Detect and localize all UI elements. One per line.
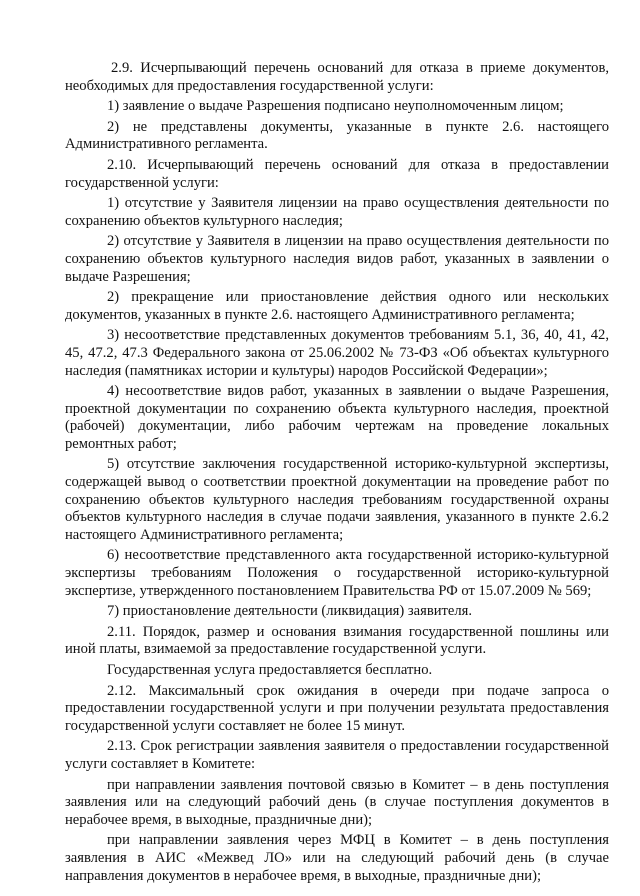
list-item: 1) заявление о выдаче Разрешения подписано неуполномоченным лицом; (107, 98, 564, 115)
paragraph-2-9: 2.9. Исчерпывающий перечень оснований для отказа в приеме документов, необходимых для предоставления государственной услуги: (65, 60, 609, 94)
list-item: 3) несоответствие представленных документов требованиям 5.1, 36, 40, 41, 42, 45, 47.2, 47.3 Федерального закона от 25.06.2002 № 73-ФЗ «Об объектах культурного наследия (памятниках истории и культуры) народов Российской Федерации»; (65, 327, 609, 379)
list-item: 2) прекращение или приостановление действия одного или нескольких документов, указанных в пункте 2.6. настоящего Административного регламента; (65, 289, 609, 323)
list-item: 6) несоответствие представленного акта государственной историко-культурной экспертизы требованиям Положения о государственной историко-культурной экспертизе, утвержденного постановлением Правительства РФ от 15.07.2009 № 569; (65, 547, 609, 599)
paragraph-2-12: 2.12. Максимальный срок ожидания в очереди при подаче запроса о предоставлении государственной услуги и при получении результата предоставления государственной услуги составляет не более 15 минут. (65, 682, 609, 734)
list-item: 2) отсутствие у Заявителя в лицензии на право осуществления деятельности по сохранению объектов культурного наследия видов работ, указанных в заявлении о выдаче Разрешения; (65, 233, 609, 285)
list-item: 7) приостановление деятельности (ликвидация) заявителя. (107, 603, 473, 620)
paragraph-2-13: 2.13. Срок регистрации заявления заявителя о предоставлении государственной услуги составляет в Комитете: (65, 738, 609, 772)
list-item: 5) отсутствие заключения государственной историко-культурной экспертизы, содержащей вывод о соответствии проектной документации на проведение работ по сохранению объектов культурного наследия требованиям государственной охраны объектов культурного наследия в случае подачи заявления, указанного в пункте 2.6.2 настоящего Административного регламента; (65, 456, 609, 543)
list-item: 4) несоответствие видов работ, указанных в заявлении о выдаче Разрешения, проектной документации по сохранению объекта культурного наследия, проектной (рабочей) документации, либо рабочим чертежам на проведение локальных ремонтных работ; (65, 383, 609, 452)
paragraph-mail-submission: при направлении заявления почтовой связью в Комитет – в день поступления заявления или на следующий рабочий день (в случае поступления документов в нерабочее время, в выходные, праздничные дни); (65, 776, 609, 828)
paragraph-mfc-submission: при направлении заявления через МФЦ в Комитет – в день поступления заявления в АИС «Межвед ЛО» или на следующий рабочий день (в случае направления документов в нерабочее время, в выходные, праздничные дни); (65, 832, 609, 884)
paragraph-2-11: 2.11. Порядок, размер и основания взимания государственной пошлины или иной платы, взимаемой за предоставление государственной услуги. (65, 623, 609, 658)
paragraph-2-10: 2.10. Исчерпывающий перечень оснований для отказа в предоставлении государственной услуги: (65, 156, 609, 191)
list-item: 1) отсутствие у Заявителя лицензии на право осуществления деятельности по сохранению объектов культурного наследия; (65, 195, 609, 229)
list-item: 2) не представлены документы, указанные в пункте 2.6. настоящего Административного регламента. (65, 118, 609, 153)
paragraph-free-service: Государственная услуга предоставляется бесплатно. (107, 662, 433, 678)
